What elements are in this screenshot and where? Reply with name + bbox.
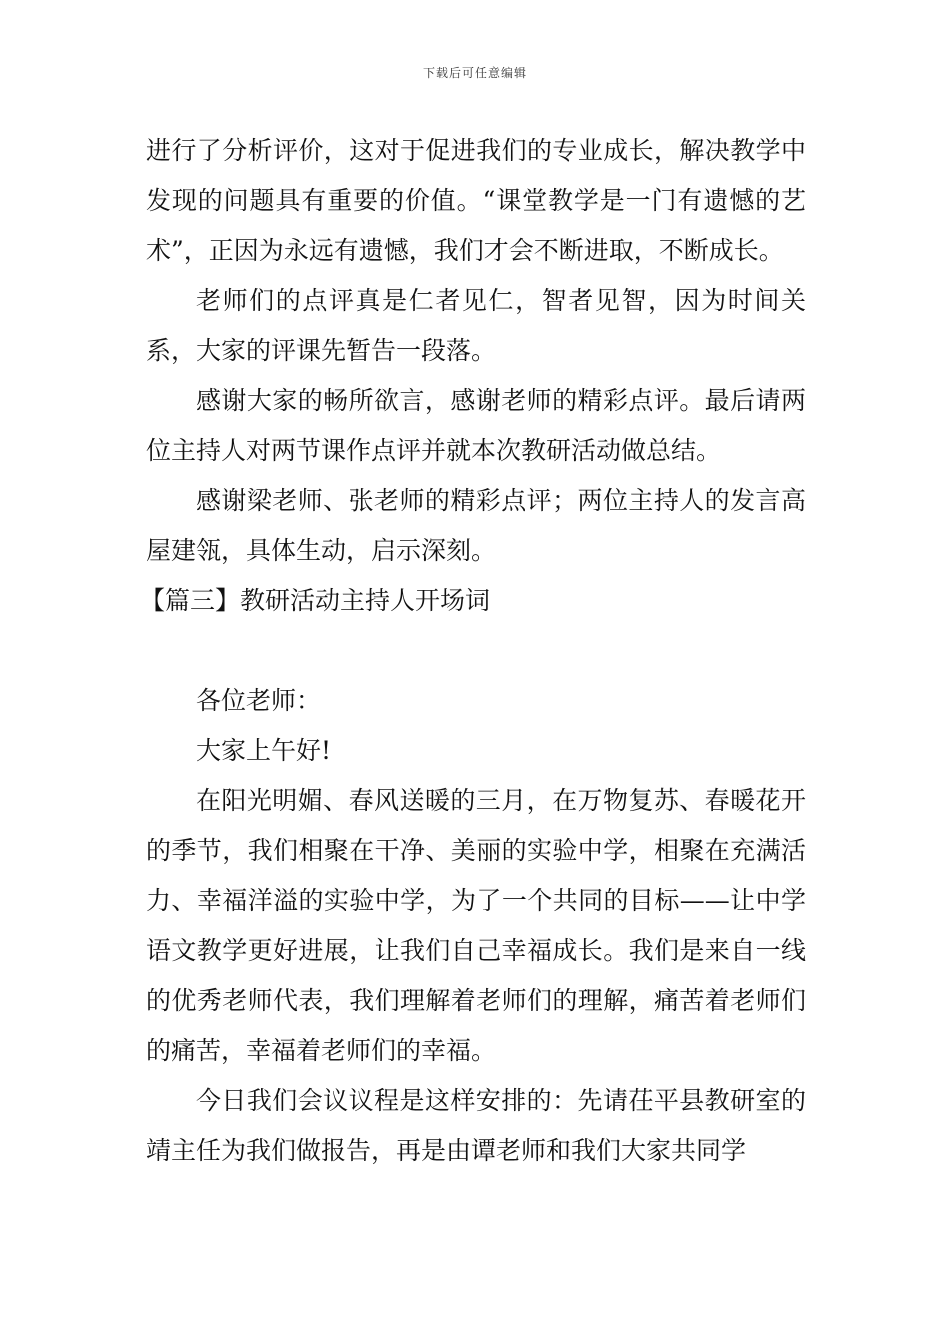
paragraph-thanks-hosts: 感谢梁老师、张老师的精彩点评；两位主持人的发言高屋建瓴，具体生动，启示深刻。 [146,486,806,565]
paragraph-thanks-summary: 感谢大家的畅所欲言，感谢老师的精彩点评。最后请两位主持人对两节课作点评并就本次教研活动做总结。 [146,386,806,465]
paragraph-salutation: 各位老师： [196,686,322,715]
paragraph-greeting: 大家上午好! [196,736,332,765]
paragraph-agenda: 今日我们会议议程是这样安排的：先请茌平县教研室的靖主任为我们做报告，再是由谭老师和我们大家共同学 [146,1086,806,1165]
paragraph-teacher-comments: 老师们的点评真是仁者见仁，智者见智，因为时间关系，大家的评课先暂告一段落。 [146,286,806,365]
blank-line [146,626,806,676]
paragraph-opening: 在阳光明媚、春风送暖的三月，在万物复苏、春暖花开的季节，我们相聚在干净、美丽的实验中学，相聚在充满活力、幸福洋溢的实验中学，为了一个共同的目标——让中学语文教学更好进展，让我们自己幸福成长。我们是来自一线的优秀老师代表，我们理解着老师们的理解，痛苦着老师们的痛苦，幸福着老师们的幸福。 [146,786,806,1065]
section-heading: 【篇三】教研活动主持人开场词 [140,586,491,615]
document-body [140,126,806,1176]
page-header-note: 下载后可任意编辑 [422,66,527,80]
paragraph-continued: 进行了分析评价，这对于促进我们的专业成长，解决教学中发现的问题具有重要的价值。“课堂教学是一门有遗憾的艺术”，正因为永远有遗憾，我们才会不断进取，不断成长。 [146,136,806,265]
